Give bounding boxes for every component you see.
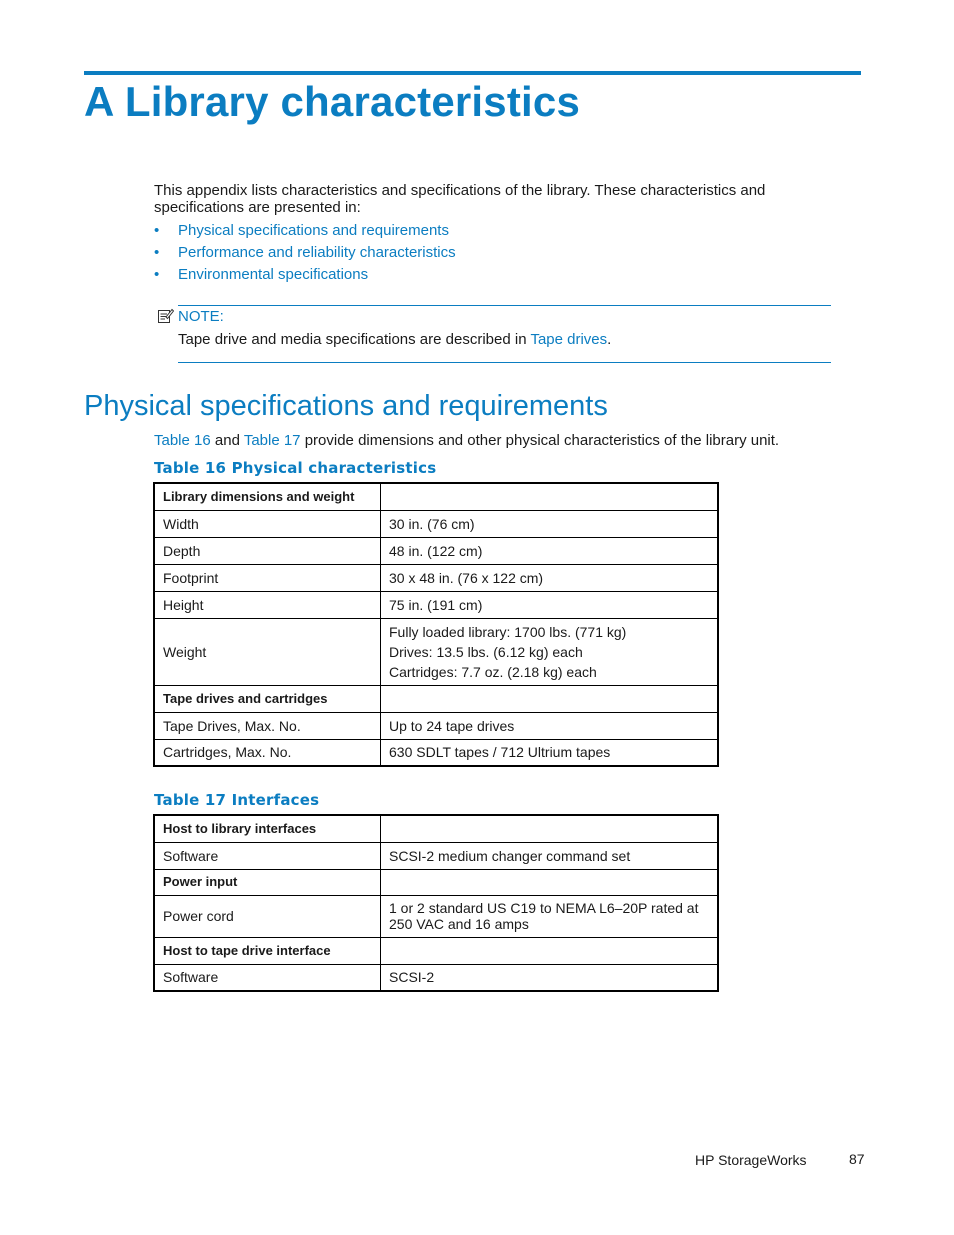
table-cell-label: Cartridges, Max. No. bbox=[154, 739, 381, 766]
table-cell-value: 1 or 2 standard US C19 to NEMA L6–20P rated at 250 VAC and 16 amps bbox=[381, 895, 719, 937]
table-row bbox=[154, 618, 718, 685]
table-cell-label: Footprint bbox=[154, 564, 381, 591]
list-item bbox=[154, 221, 456, 243]
table-cell-value: SCSI-2 bbox=[381, 964, 719, 991]
table-cell-value: 48 in. (122 cm) bbox=[381, 537, 719, 564]
table-cell-label: Tape drives and cartridges bbox=[154, 685, 381, 712]
table-row bbox=[154, 739, 718, 766]
table-row bbox=[154, 591, 718, 618]
section-text: provide dimensions and other physical characteristics of the library unit. bbox=[300, 432, 780, 449]
table-17 bbox=[153, 814, 719, 992]
table-row bbox=[154, 537, 718, 564]
table-row bbox=[154, 937, 718, 964]
table-cell-value: 30 in. (76 cm) bbox=[381, 510, 719, 537]
table-cell-label: Library dimensions and weight bbox=[154, 483, 381, 510]
table-cell-label: Host to tape drive interface bbox=[154, 937, 381, 964]
table-cell-label: Software bbox=[154, 964, 381, 991]
table-cell-label: Software bbox=[154, 842, 381, 869]
bullet-icon: • bbox=[154, 222, 160, 239]
note-pencil-icon bbox=[157, 307, 174, 324]
table-cell-value bbox=[381, 937, 719, 964]
section-intro bbox=[154, 432, 779, 449]
section-title: Physical specifications and requirements bbox=[84, 390, 608, 422]
bullet-icon: • bbox=[154, 244, 160, 261]
table-row bbox=[154, 564, 718, 591]
table-cell-value bbox=[381, 483, 719, 510]
table-cell-value bbox=[381, 685, 719, 712]
note-top-rule bbox=[178, 305, 831, 306]
table-cell-value: SCSI-2 medium changer command set bbox=[381, 842, 719, 869]
bullet-icon: • bbox=[154, 266, 160, 283]
table-row bbox=[154, 895, 718, 937]
note-bottom-rule bbox=[178, 362, 831, 363]
table-cell-label: Depth bbox=[154, 537, 381, 564]
table-row bbox=[154, 842, 718, 869]
table-cell-value bbox=[381, 815, 719, 842]
table-row bbox=[154, 483, 718, 510]
chapter-title: A Library characteristics bbox=[84, 78, 581, 125]
table-cell-value: 30 x 48 in. (76 x 122 cm) bbox=[381, 564, 719, 591]
weight-line: Drives: 13.5 lbs. (6.12 kg) each bbox=[389, 643, 583, 660]
table-cell-value: Up to 24 tape drives bbox=[381, 712, 719, 739]
table-cell-value: 75 in. (191 cm) bbox=[381, 591, 719, 618]
table-cell-value: 630 SDLT tapes / 712 Ultrium tapes bbox=[381, 739, 719, 766]
table-17-caption: Table 17 Interfaces bbox=[154, 791, 320, 809]
table-cell-label: Power cord bbox=[154, 895, 381, 937]
link-tape-drives[interactable]: Tape drives bbox=[530, 331, 608, 348]
table-cell-label: Host to library interfaces bbox=[154, 815, 381, 842]
link-table-17[interactable]: Table 17 bbox=[243, 432, 301, 449]
table-cell-label: Width bbox=[154, 510, 381, 537]
intro-paragraph: This appendix lists characteristics and specifications of the library. These characteristics and specifications are presented in: bbox=[154, 182, 766, 216]
table-row bbox=[154, 869, 718, 895]
table-row bbox=[154, 712, 718, 739]
weight-line: Cartridges: 7.7 oz. (2.18 kg) each bbox=[389, 663, 597, 680]
page-number: 87 bbox=[849, 1151, 865, 1167]
link-environmental-specifications[interactable]: Environmental specifications bbox=[178, 266, 369, 283]
table-row bbox=[154, 685, 718, 712]
note-text-after: . bbox=[607, 331, 612, 348]
table-16-caption: Table 16 Physical characteristics bbox=[154, 459, 437, 477]
note-label: NOTE: bbox=[178, 308, 224, 325]
list-item bbox=[154, 243, 456, 265]
table-cell-label: Power input bbox=[154, 869, 381, 895]
chapter-rule bbox=[84, 71, 861, 75]
table-row bbox=[154, 815, 718, 842]
note-text-before: Tape drive and media specifications are described in bbox=[178, 331, 531, 348]
table-16 bbox=[153, 482, 719, 767]
link-table-16[interactable]: Table 16 bbox=[154, 432, 211, 449]
note-text bbox=[178, 331, 611, 348]
table-row bbox=[154, 964, 718, 991]
table-cell-value bbox=[381, 618, 719, 685]
table-cell-label: Tape Drives, Max. No. bbox=[154, 712, 381, 739]
toc-list bbox=[154, 221, 456, 287]
table-row bbox=[154, 510, 718, 537]
footer-label: HP StorageWorks bbox=[695, 1152, 807, 1168]
table-cell-label: Height bbox=[154, 591, 381, 618]
link-physical-specifications[interactable]: Physical specifications and requirements bbox=[178, 222, 449, 239]
link-performance-reliability[interactable]: Performance and reliability characteristics bbox=[178, 244, 456, 261]
section-and: and bbox=[210, 432, 244, 449]
list-item bbox=[154, 265, 456, 287]
table-cell-value bbox=[381, 869, 719, 895]
table-cell-label: Weight bbox=[154, 618, 381, 685]
weight-line: Fully loaded library: 1700 lbs. (771 kg) bbox=[389, 623, 627, 640]
